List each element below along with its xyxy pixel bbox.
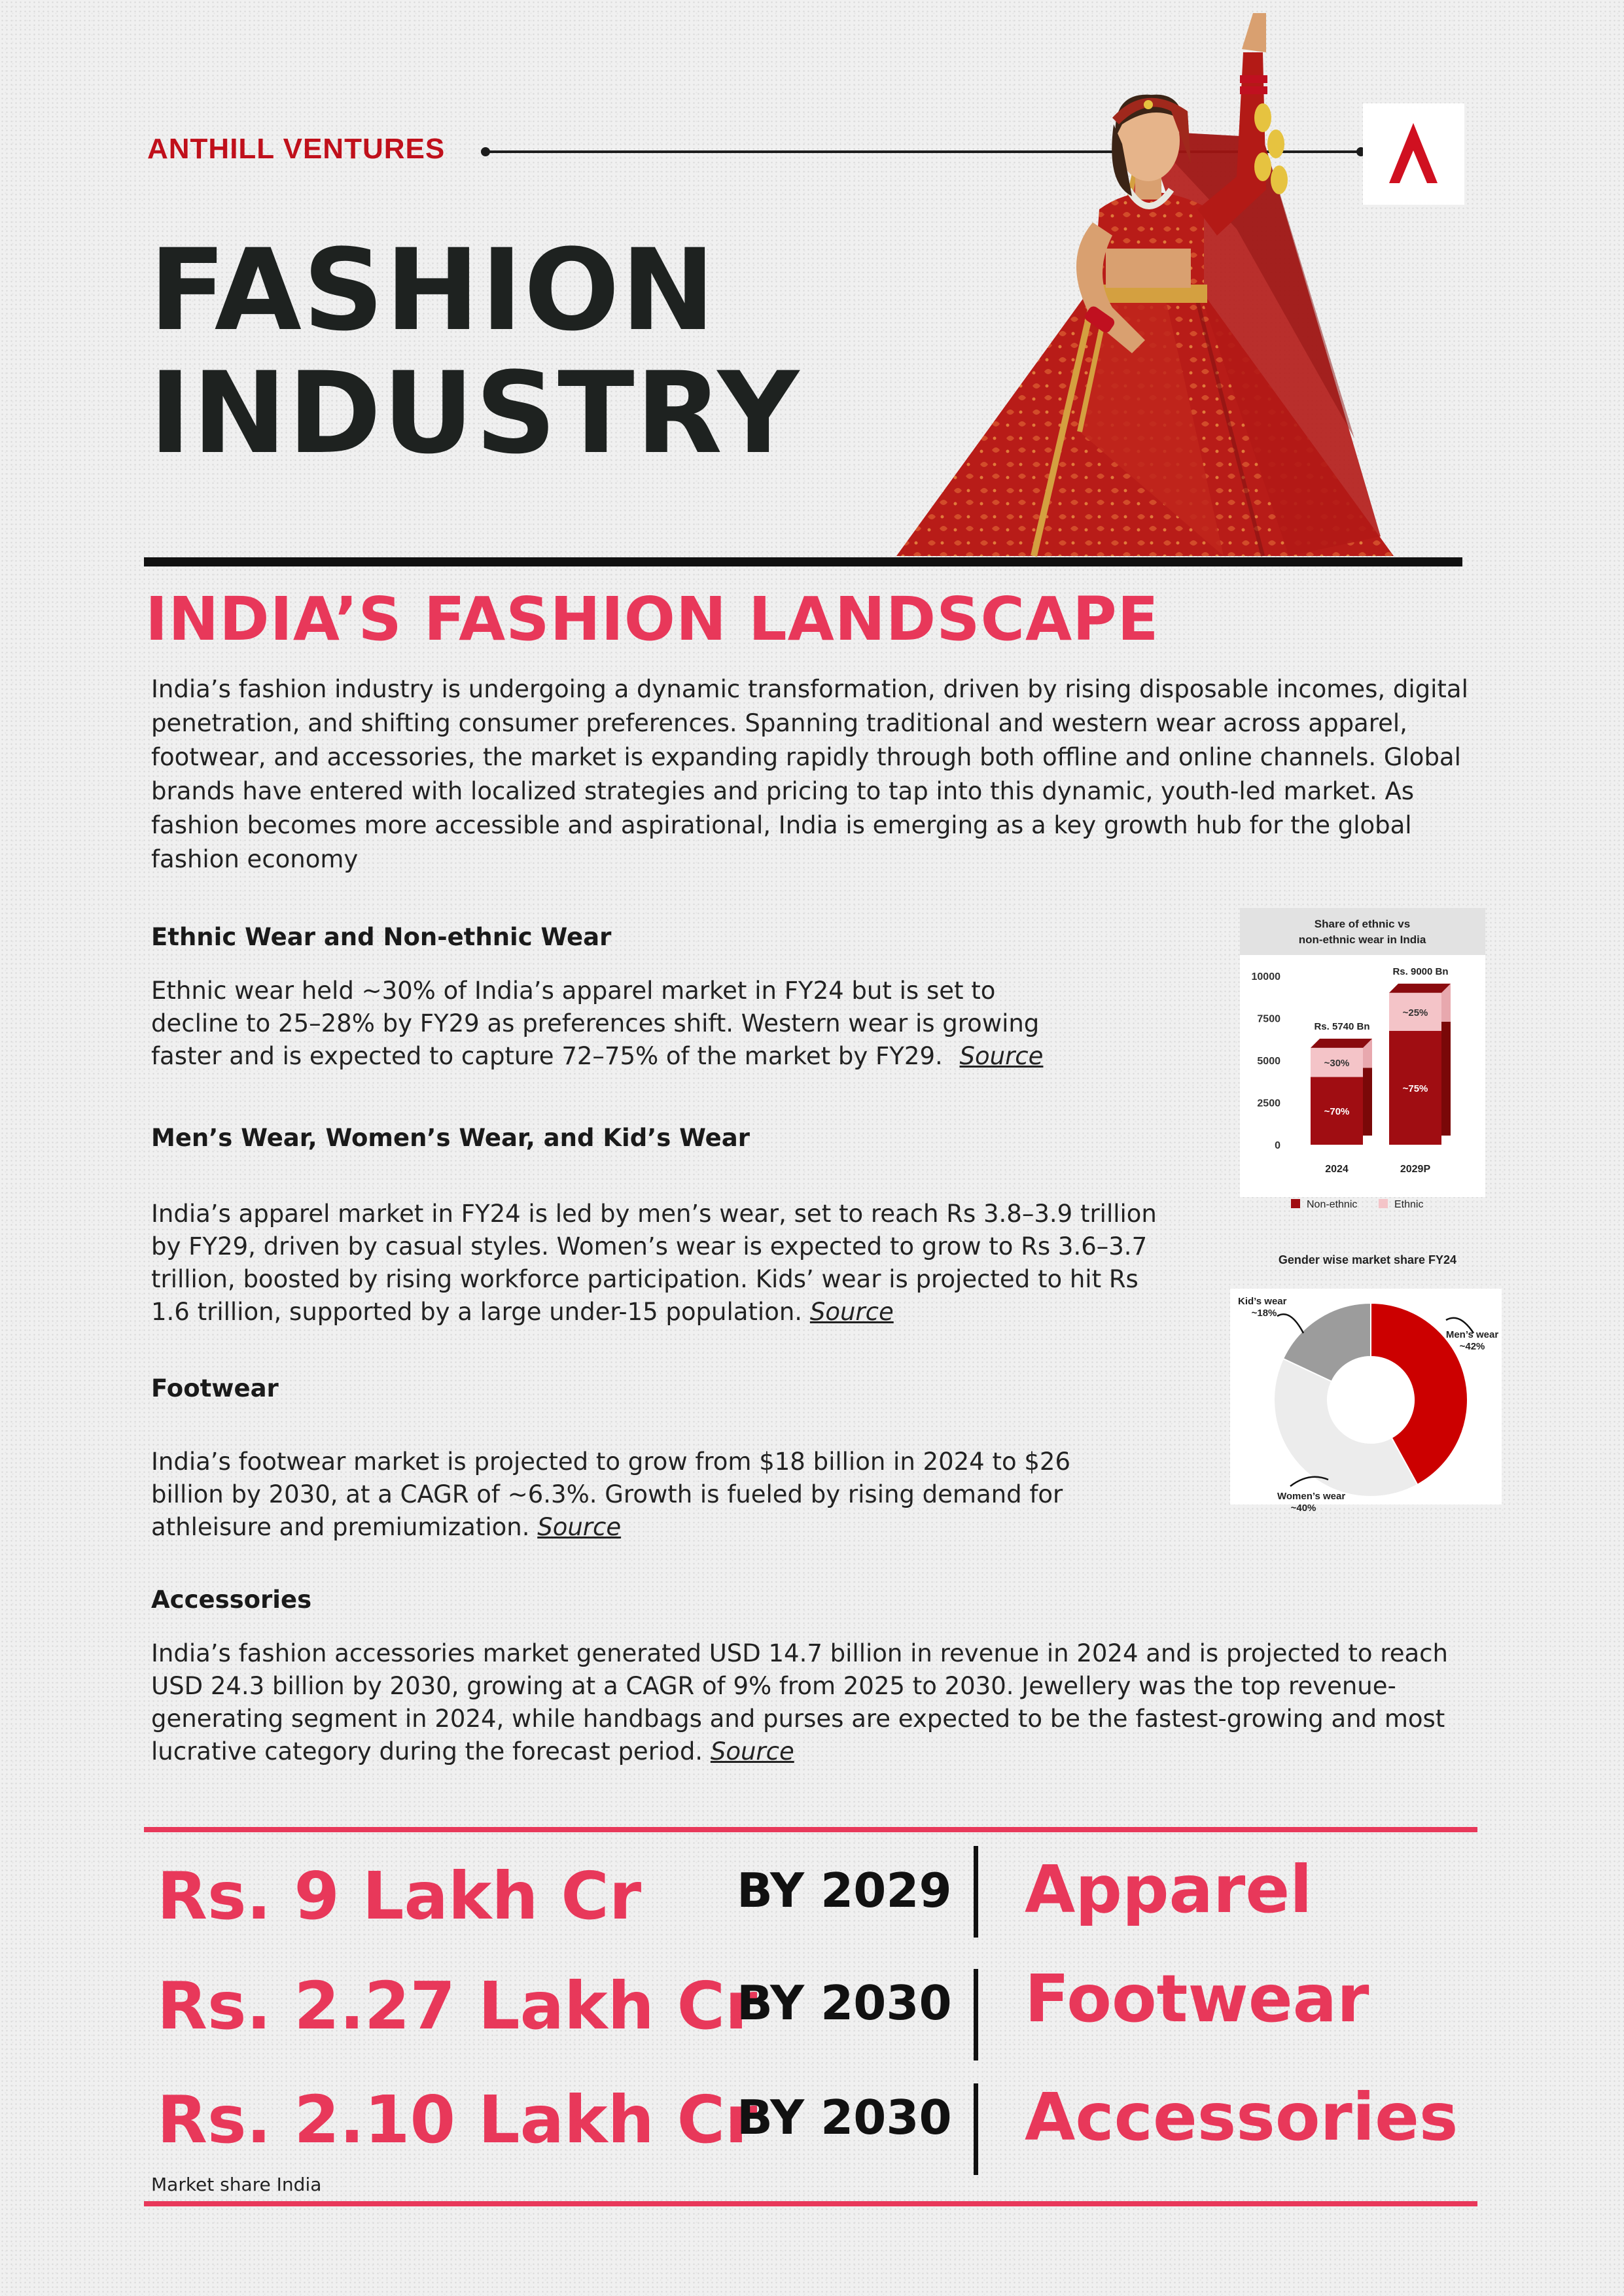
stat-value-footwear: Rs. 2.27 Lakh Cr <box>157 1968 758 2044</box>
footnote: Market share India <box>151 2174 322 2195</box>
donut-slice-name: Women’s wear <box>1277 1491 1346 1502</box>
donut-slice-name: Kid’s wear <box>1238 1296 1287 1307</box>
legend-label-ethnic: Ethnic <box>1394 1199 1424 1210</box>
paragraph-footwear <box>151 1446 1106 1544</box>
x-tick-label: 2029P <box>1400 1164 1431 1175</box>
donut-slice-label: ~42% <box>1459 1341 1485 1352</box>
subheading-gender: Men’s Wear, Women’s Wear, and Kid’s Wear <box>151 1124 750 1152</box>
bar-segment-label: ~25% <box>1402 1007 1428 1018</box>
y-tick-label: 5000 <box>1257 1056 1280 1067</box>
source-link-footwear[interactable]: Source <box>537 1513 622 1541</box>
title-divider <box>144 557 1462 566</box>
bar-segment-side <box>1363 1068 1372 1136</box>
stat-divider-apparel <box>974 1846 978 1938</box>
source-link-gender[interactable]: Source <box>809 1298 894 1326</box>
paragraph-accessories-text: India’s fashion accessories market generated USD 14.7 billion in revenue in 2024 and is projected to reach USD 24.3 billion by 2030, growing at a CAGR of 9% from 2025 to 2030. Jewellery was the top revenue-generating segment in 2024, while handbags and purses are expected to be the fastest-growing and most lucrative category during the forecast period. <box>151 1639 1448 1765</box>
section-heading: INDIA’S FASHION LANDSCAPE <box>145 584 1159 654</box>
stat-divider-footwear <box>974 1969 978 2061</box>
bar-top-face <box>1389 984 1451 993</box>
subheading-ethnic: Ethnic Wear and Non-ethnic Wear <box>151 923 612 951</box>
donut-title: Gender wise market share FY24 <box>1278 1253 1457 1266</box>
donut-slice-label: ~40% <box>1290 1503 1316 1514</box>
title-line-1: FASHION <box>149 224 716 356</box>
source-link-accessories[interactable]: Source <box>710 1737 794 1765</box>
bar-total-label: Rs. 5740 Bn <box>1314 1020 1370 1032</box>
legend-swatch-non-ethnic <box>1291 1199 1300 1208</box>
stat-year-footwear: BY 2030 <box>737 1975 952 2030</box>
subheading-accessories: Accessories <box>151 1586 312 1614</box>
stat-divider-accessories <box>974 2083 978 2175</box>
y-tick-label: 2500 <box>1257 1098 1280 1109</box>
lehenga-illustration <box>896 13 1413 556</box>
paragraph-gender <box>151 1198 1172 1329</box>
stats-bottom-rule <box>144 2201 1477 2206</box>
paragraph-ethnic-text: Ethnic wear held ~30% of India’s apparel market in FY24 but is set to decline to 25–28% by FY29 as preferences shift. Western wear is growing faster and is expected to capture 72–75% of the market by FY29. <box>151 977 1040 1070</box>
paragraph-footwear-text: India’s footwear market is projected to grow from $18 billion in 2024 to $26 billion by 2030, at a CAGR of ~6.3%. Growth is fueled by rising demand for athleisure and premiumization. <box>151 1448 1070 1541</box>
stat-category-footwear: Footwear <box>1025 1960 1369 2037</box>
stat-year-apparel: BY 2029 <box>737 1863 952 1918</box>
paragraph-ethnic <box>151 975 1080 1073</box>
stat-value-apparel: Rs. 9 Lakh Cr <box>157 1858 642 1934</box>
paragraph-gender-text: India’s apparel market in FY24 is led by men’s wear, set to reach Rs 3.8–3.9 trillion by FY29, driven by casual styles. Women’s wear is expected to grow to Rs 3.6–3.7 trillion, boosted by rising workforce participation. Kids’ wear is projected to hit Rs 1.6 trillion, supported by a large under-15 population. <box>151 1200 1157 1326</box>
stats-top-rule <box>144 1827 1477 1832</box>
stat-value-accessories: Rs. 2.10 Lakh Cr <box>157 2081 758 2158</box>
legend-swatch-ethnic <box>1379 1199 1388 1208</box>
stat-category-accessories: Accessories <box>1025 2079 1458 2155</box>
ethnic-share-chart-svg <box>1240 908 1485 1215</box>
ethnic-share-chart <box>1240 908 1485 1210</box>
donut-slice-name: Men’s wear <box>1445 1329 1499 1340</box>
intro-paragraph: India’s fashion industry is undergoing a dynamic transformation, driven by rising disposable incomes, digital penetration, and shifting consumer preferences. Spanning traditional and western wear across apparel, footwear, and accessories, the market is expanding rapidly through both offline and online channels. Global brands have entered with localized strategies and pricing to tap into this dynamic, youth-led market. As fashion becomes more accessible and aspirational, India is emerging as a key growth hub for the global fashion economy <box>151 675 1468 873</box>
chart-title-line-1: Share of ethnic vs <box>1314 918 1411 930</box>
title-line-2: INDUSTRY <box>149 347 801 479</box>
gender-share-chart <box>1230 1249 1505 1514</box>
subheading-footwear: Footwear <box>151 1374 279 1402</box>
bar-segment-side <box>1441 1022 1451 1136</box>
x-tick-label: 2024 <box>1325 1164 1349 1175</box>
paragraph-accessories <box>151 1637 1492 1768</box>
source-link-ethnic[interactable]: Source <box>959 1042 1044 1070</box>
y-tick-label: 10000 <box>1251 971 1280 983</box>
bar-segment-label: ~75% <box>1402 1083 1428 1094</box>
bar-segment-label: ~70% <box>1324 1106 1350 1118</box>
legend-label-non-ethnic: Non-ethnic <box>1307 1199 1358 1210</box>
y-tick-label: 7500 <box>1257 1013 1280 1025</box>
gender-share-chart-svg <box>1230 1249 1505 1514</box>
bar-top-face <box>1311 1039 1372 1048</box>
donut-slice-label: ~18% <box>1251 1308 1277 1319</box>
bar-segment-label: ~30% <box>1324 1058 1350 1070</box>
page-title <box>149 224 801 479</box>
chart-title-line-2: non-ethnic wear in India <box>1298 933 1426 946</box>
chart-title-bg <box>1240 908 1485 955</box>
stat-category-apparel: Apparel <box>1025 1851 1313 1928</box>
bar-total-label: Rs. 9000 Bn <box>1392 965 1449 977</box>
brand-name: ANTHILL VENTURES <box>147 133 446 165</box>
stat-year-accessories: BY 2030 <box>737 2090 952 2145</box>
y-tick-label: 0 <box>1275 1140 1280 1151</box>
